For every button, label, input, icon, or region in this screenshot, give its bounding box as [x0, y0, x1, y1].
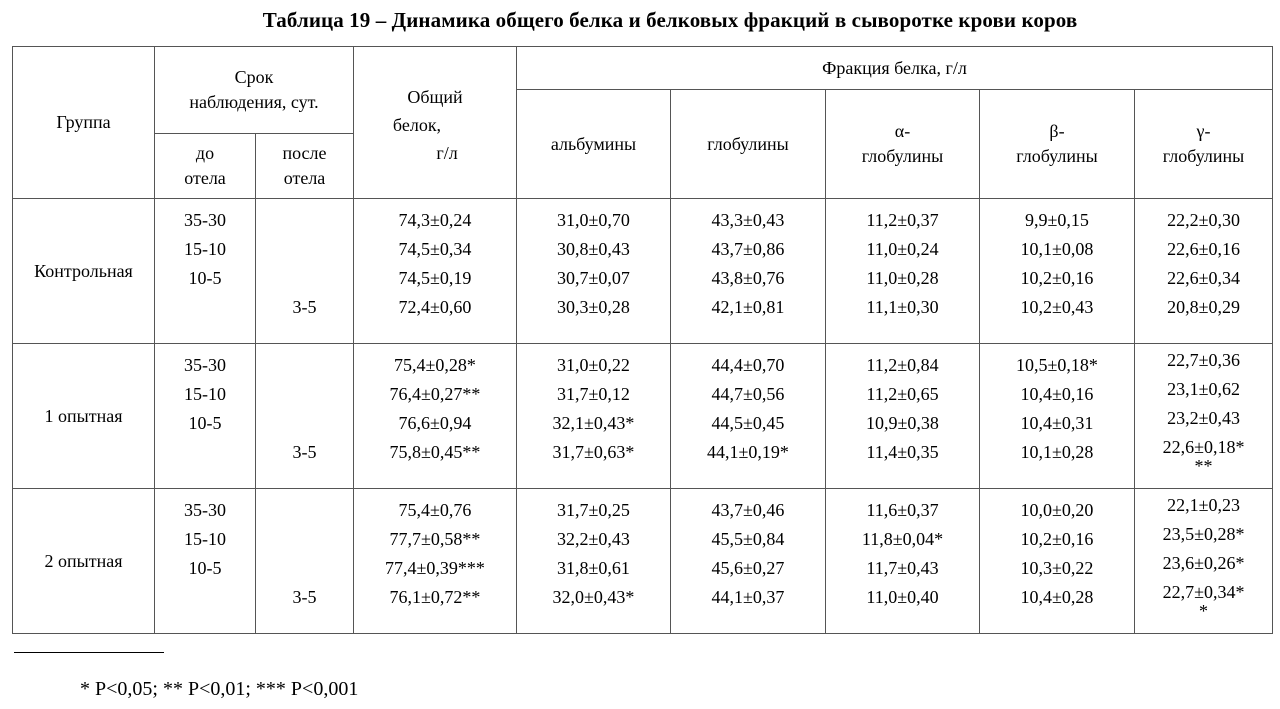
albumins-values: 31,0±0,70 30,8±0,43 30,7±0,07 30,3±0,28	[517, 199, 671, 344]
albumins-values: 31,7±0,25 32,2±0,43 31,8±0,61 32,0±0,43*	[517, 489, 671, 634]
beta-globulins-header: β- глобулины	[980, 90, 1135, 199]
before-periods: 35-30 15-10 10-5	[155, 489, 256, 634]
after-period: 3-5	[256, 489, 354, 634]
after-calving-header: после отела	[256, 134, 354, 199]
globulins-values: 43,3±0,43 43,7±0,86 43,8±0,76 42,1±0,81	[671, 199, 826, 344]
fraction-header: Фракция белка, г/л	[517, 47, 1273, 90]
alpha-globulins-header: α- глобулины	[826, 90, 980, 199]
albumins-values: 31,0±0,22 31,7±0,12 32,1±0,43* 31,7±0,63*	[517, 344, 671, 489]
beta-values: 10,5±0,18* 10,4±0,16 10,4±0,31 10,1±0,28	[980, 344, 1135, 489]
group-name: Контрольная	[13, 199, 155, 344]
gamma-values: 22,2±0,30 22,6±0,16 22,6±0,34 20,8±0,29	[1135, 199, 1273, 344]
group-header: Группа	[13, 47, 155, 199]
before-periods: 35-30 15-10 10-5	[155, 199, 256, 344]
after-period: 3-5	[256, 199, 354, 344]
globulins-values: 44,4±0,70 44,7±0,56 44,5±0,45 44,1±0,19*	[671, 344, 826, 489]
before-periods: 35-30 15-10 10-5	[155, 344, 256, 489]
gamma-globulins-header: γ- глобулины	[1135, 90, 1273, 199]
group-name: 1 опытная	[13, 344, 155, 489]
globulins-values: 43,7±0,46 45,5±0,84 45,6±0,27 44,1±0,37	[671, 489, 826, 634]
alpha-values: 11,2±0,84 11,2±0,65 10,9±0,38 11,4±0,35	[826, 344, 980, 489]
globulins-header: глобулины	[671, 90, 826, 199]
beta-values: 9,9±0,15 10,1±0,08 10,2±0,16 10,2±0,43	[980, 199, 1135, 344]
protein-table	[12, 46, 1273, 634]
before-calving-header: до отела	[155, 134, 256, 199]
alpha-values: 11,6±0,37 11,8±0,04* 11,7±0,43 11,0±0,40	[826, 489, 980, 634]
footnote-divider	[14, 652, 164, 653]
total-protein-header: Общий белок, г/л	[354, 47, 517, 199]
table-row	[13, 344, 1273, 489]
after-period: 3-5	[256, 344, 354, 489]
total-protein-values: 75,4±0,28* 76,4±0,27** 76,6±0,94 75,8±0,45**	[354, 344, 517, 489]
total-protein-values: 75,4±0,76 77,7±0,58** 77,4±0,39*** 76,1±0,72**	[354, 489, 517, 634]
total-protein-values: 74,3±0,24 74,5±0,34 74,5±0,19 72,4±0,60	[354, 199, 517, 344]
footnote: * P<0,05; ** P<0,01; *** P<0,001	[80, 678, 359, 700]
beta-values: 10,0±0,20 10,2±0,16 10,3±0,22 10,4±0,28	[980, 489, 1135, 634]
albumins-header: альбумины	[517, 90, 671, 199]
gamma-values: 22,1±0,23 23,5±0,28* 23,6±0,26* 22,7±0,34* *	[1135, 489, 1273, 634]
table-row	[13, 199, 1273, 344]
table-title: Таблица 19 – Динамика общего белка и белковых фракций в сыворотке крови коров	[262, 8, 1078, 32]
gamma-values: 22,7±0,36 23,1±0,62 23,2±0,43 22,6±0,18* **	[1135, 344, 1273, 489]
period-header: Срок наблюдения, сут.	[155, 47, 354, 134]
table-row	[13, 489, 1273, 634]
alpha-values: 11,2±0,37 11,0±0,24 11,0±0,28 11,1±0,30	[826, 199, 980, 344]
group-name: 2 опытная	[13, 489, 155, 634]
